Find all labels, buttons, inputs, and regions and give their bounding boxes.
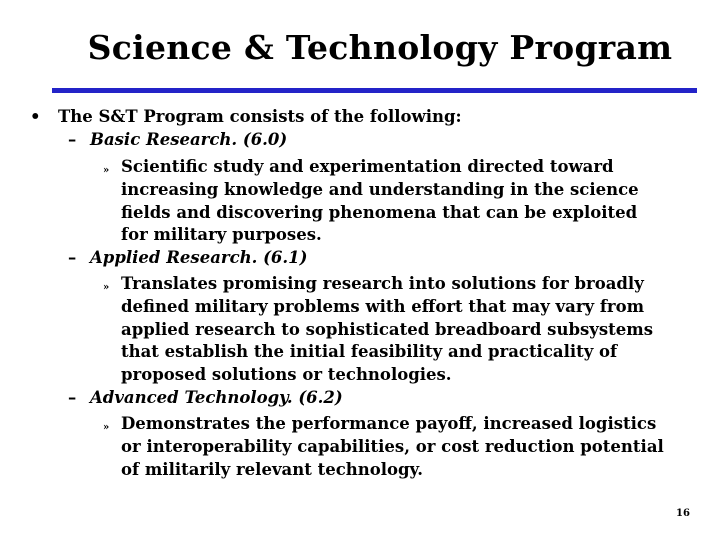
body-line: Translates promising research into solutions for broadly	[121, 274, 644, 293]
dash-icon: –	[68, 130, 77, 149]
body-line: for military purposes.	[121, 225, 322, 245]
body-line: of militarily relevant technology.	[121, 459, 423, 479]
section-heading-text: Applied Research. (6.1)	[90, 248, 308, 267]
section-heading-text: Basic Research. (6.0)	[90, 130, 288, 149]
body-line: fields and discovering phenomena that can be exploited	[121, 202, 638, 222]
body-line: defined military problems with effort that may vary from	[121, 296, 645, 316]
section-body-basic-research	[103, 156, 720, 247]
dash-icon: –	[68, 248, 77, 267]
body-line: Demonstrates the performance payoff, increased logistics	[121, 414, 657, 433]
body-line: increasing knowledge and understanding in the science	[121, 179, 639, 199]
body-line: applied research to sophisticated breadboard subsystems	[121, 319, 654, 339]
page-number: 16	[676, 508, 690, 519]
sub-bullet-icon: »	[103, 165, 110, 176]
body-line: proposed solutions or technologies.	[121, 365, 452, 385]
section-heading-text: Advanced Technology. (6.2)	[90, 388, 343, 407]
body-line: or interoperability capabilities, or cost reduction potential	[121, 436, 664, 456]
bullet-icon: •	[30, 107, 41, 126]
dash-icon: –	[68, 388, 77, 407]
slide-title: Science & Technology Program	[87, 28, 673, 67]
sub-bullet-icon: »	[103, 282, 110, 293]
body-line: that establish the initial feasibility and practicality of	[121, 342, 618, 362]
body-line: Scientific study and experimentation directed toward	[121, 157, 614, 176]
intro-bullet-text: The S&T Program consists of the following:	[58, 107, 462, 126]
section-body-applied-research	[103, 273, 720, 387]
sub-bullet-icon: »	[103, 422, 110, 433]
section-body-advanced-technology	[103, 413, 720, 481]
title-divider	[52, 88, 697, 93]
